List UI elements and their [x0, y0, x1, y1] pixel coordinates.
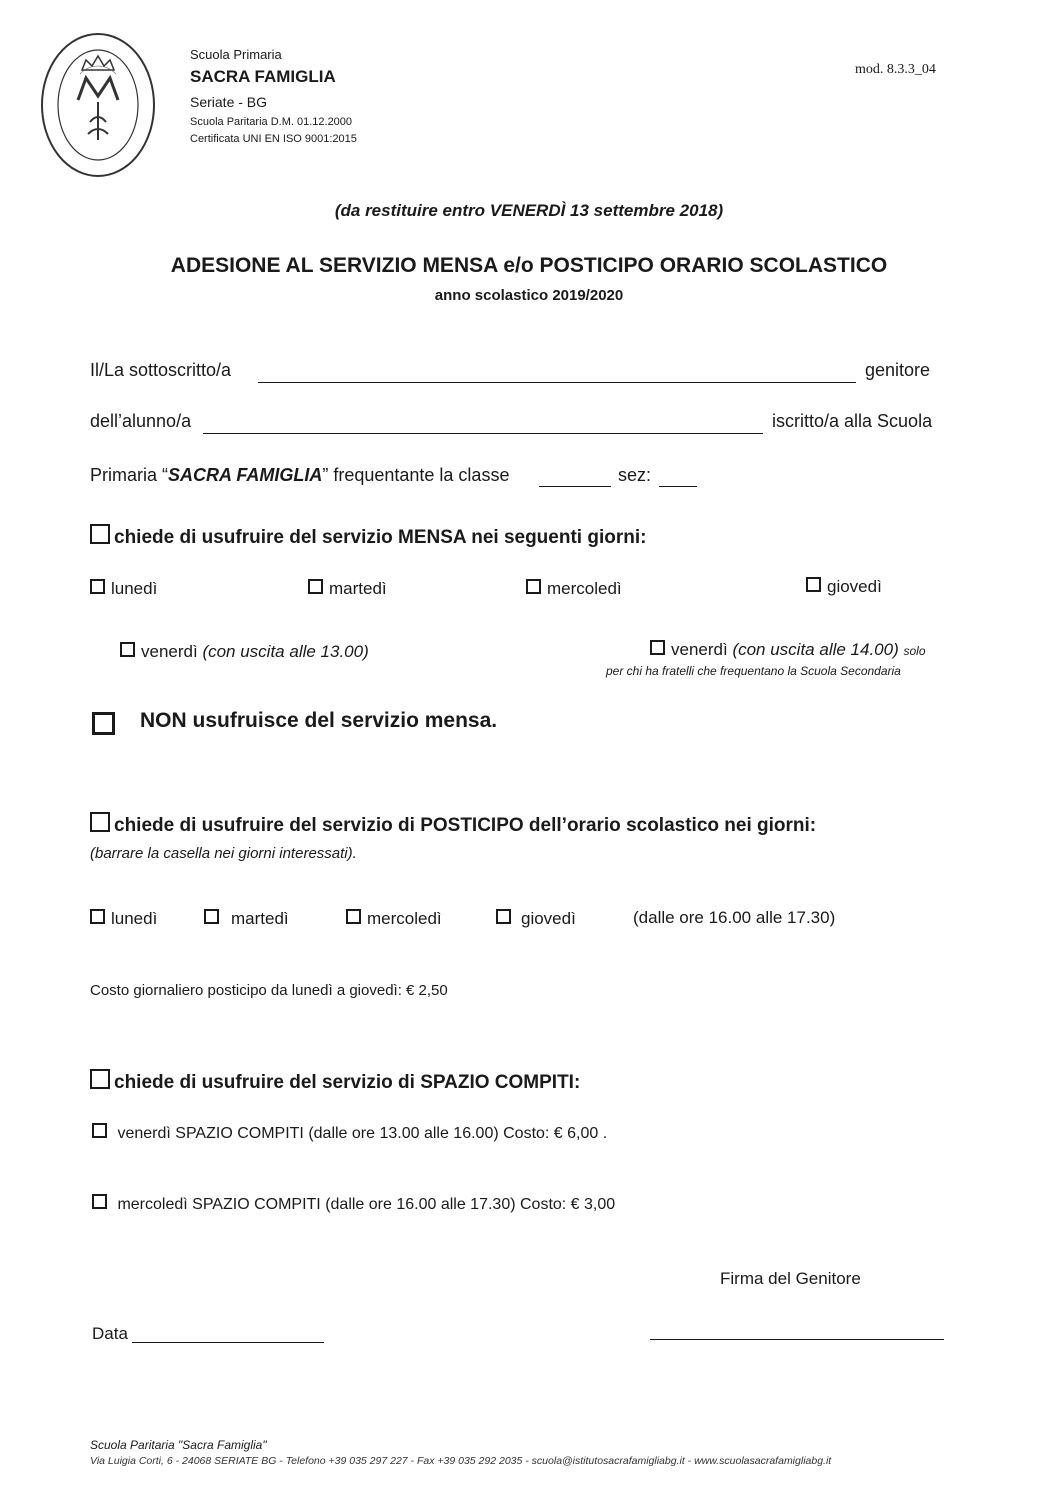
mensa-day-thursday[interactable]: giovedì: [806, 577, 882, 597]
mensa-heading: [90, 524, 646, 549]
non-mensa-label: NON usufruisce del servizio mensa.: [140, 709, 498, 732]
footer-school: Scuola Paritaria "Sacra Famiglia": [90, 1438, 267, 1452]
compiti-option-friday[interactable]: venerdì SPAZIO COMPITI (dalle ore 13.00 alle 16.00) Costo: € 6,00 .: [92, 1123, 607, 1143]
date-label: Data: [92, 1324, 128, 1343]
school-location: Seriate - BG: [190, 94, 268, 110]
mensa-checkbox[interactable]: [90, 524, 110, 544]
class-school-name: SACRA FAMIGLIA: [168, 465, 323, 485]
compiti-checkbox[interactable]: [90, 1069, 110, 1089]
checkbox-icon[interactable]: [92, 1194, 107, 1209]
deadline-note: (da restituire entro VENERDÌ 13 settembre 2018): [334, 201, 724, 220]
friday-14-note: (con uscita alle 14.00): [732, 640, 899, 659]
class-mid: ” frequentante la classe: [322, 465, 510, 485]
signature-field[interactable]: [650, 1339, 944, 1340]
class-line: [90, 465, 509, 486]
signer-name-field[interactable]: [258, 382, 856, 383]
compiti-heading-text: chiede di usufruire del servizio di SPAZIO COMPITI:: [114, 1072, 581, 1093]
posticipo-cost: Costo giornaliero posticipo da lunedì a giovedì: € 2,50: [90, 982, 448, 999]
posticipo-hours: (dalle ore 16.00 alle 17.30): [633, 908, 836, 927]
posticipo-day-thursday[interactable]: giovedì: [496, 909, 576, 929]
school-seal: [38, 30, 158, 180]
school-type: Scuola Primaria: [190, 47, 282, 62]
posticipo-day-tuesday[interactable]: martedì: [204, 909, 289, 929]
document-title: ADESIONE AL SERVIZIO MENSA e/o POSTICIPO ORARIO SCOLASTICO: [170, 254, 888, 277]
class-prefix: Primaria “: [90, 465, 169, 485]
mensa-day-tuesday[interactable]: martedì: [308, 579, 387, 599]
module-code: mod. 8.3.3_04: [855, 62, 936, 77]
student-name-field[interactable]: [203, 433, 763, 434]
compiti-heading: [90, 1069, 580, 1094]
posticipo-day-wednesday[interactable]: mercoledì: [346, 909, 442, 929]
signer-suffix: genitore: [865, 360, 931, 380]
seal-icon: [38, 30, 158, 180]
mensa-friday-14[interactable]: venerdì (con uscita alle 14.00) solo: [650, 640, 926, 660]
posticipo-heading: [90, 812, 816, 837]
checkbox-icon[interactable]: [526, 579, 541, 594]
checkbox-icon[interactable]: [308, 579, 323, 594]
school-year: anno scolastico 2019/2020: [434, 287, 624, 304]
checkbox-icon[interactable]: [650, 640, 665, 655]
signer-label: Il/La sottoscritto/a: [90, 360, 232, 380]
checkbox-icon[interactable]: [346, 909, 361, 924]
posticipo-day-monday[interactable]: lunedì: [90, 909, 157, 929]
school-name: SACRA FAMIGLIA: [190, 67, 336, 86]
posticipo-checkbox[interactable]: [90, 812, 110, 832]
footer-contacts: Via Luigia Corti, 6 - 24068 SERIATE BG - Telefono +39 035 297 227 - Fax +39 035 292 2035 - scuola@istitutosacrafamigliabg.it - www.scuolasacrafamigliabg.it: [90, 1455, 832, 1467]
mensa-day-monday[interactable]: lunedì: [90, 579, 157, 599]
school-paritaria: Scuola Paritaria D.M. 01.12.2000: [190, 116, 353, 128]
compiti-option-wednesday[interactable]: mercoledì SPAZIO COMPITI (dalle ore 16.00 alle 17.30) Costo: € 3,00: [92, 1194, 615, 1214]
checkbox-icon[interactable]: [90, 909, 105, 924]
school-certification: Certificata UNI EN ISO 9001:2015: [190, 133, 357, 145]
date-field[interactable]: [132, 1342, 324, 1343]
non-mensa-checkbox[interactable]: [92, 712, 115, 740]
mensa-friday-13[interactable]: venerdì (con uscita alle 13.00): [120, 642, 369, 662]
checkbox-icon[interactable]: [90, 579, 105, 594]
mensa-day-wednesday[interactable]: mercoledì: [526, 579, 622, 599]
class-field[interactable]: [539, 486, 611, 487]
friday-14-subnote: per chi ha fratelli che frequentano la Scuola Secondaria: [606, 664, 901, 678]
section-field[interactable]: [659, 486, 697, 487]
posticipo-heading-text: chiede di usufruire del servizio di POSTICIPO dell’orario scolastico nei giorni:: [114, 815, 817, 836]
friday-14-solo: solo: [903, 644, 926, 658]
student-suffix: iscritto/a alla Scuola: [772, 411, 933, 431]
checkbox-icon[interactable]: [92, 1123, 107, 1138]
posticipo-note: (barrare la casella nei giorni interessati).: [90, 845, 357, 862]
friday-13-note: (con uscita alle 13.00): [202, 642, 369, 661]
mensa-heading-text: chiede di usufruire del servizio MENSA nei seguenti giorni:: [114, 527, 647, 548]
checkbox-icon[interactable]: [496, 909, 511, 924]
checkbox-icon[interactable]: [204, 909, 219, 924]
student-label: dell’alunno/a: [90, 411, 192, 431]
checkbox-icon[interactable]: [120, 642, 135, 657]
checkbox-icon[interactable]: [806, 577, 821, 592]
section-label: sez:: [618, 465, 652, 485]
checkbox-icon[interactable]: [92, 712, 115, 735]
signature-label: Firma del Genitore: [720, 1269, 861, 1288]
